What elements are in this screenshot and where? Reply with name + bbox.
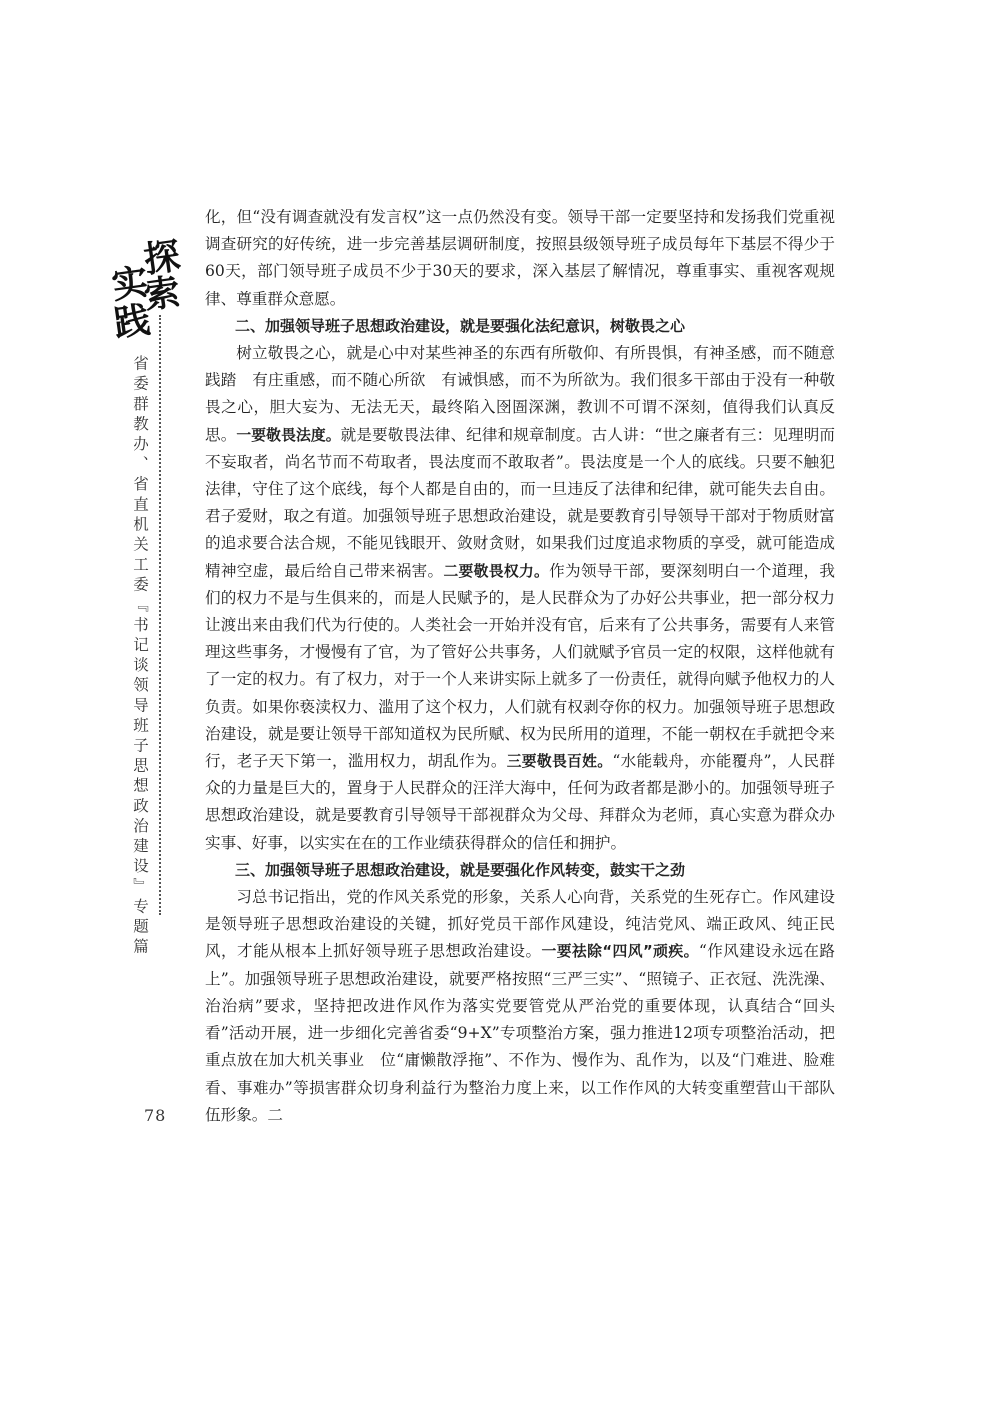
sidebar-caption: 省委群教办、省直机关工委『书记谈领导班子思想政治建设』专题篇 — [131, 355, 149, 958]
logo-emblem — [109, 234, 183, 346]
paragraph-text: 二 — [267, 1105, 283, 1124]
section-heading: 三、加强领导班子思想政治建设，就是要强化作风转变，鼓实干之劲 — [235, 860, 686, 879]
logo-char: 探 — [141, 234, 183, 282]
paragraph-text: 作为领导干部，要深刻明白一个道理，我们的权力不是与生俱来的，而是人民赋予的，是人民群众为了办好公共事业，把一部分权力让渡出来由我们代为行使的。人类社会一开始并没有官，后来有了公共事务，需要有人来管理这些事务，才慢慢有了官，为了管好公共事务，人们就赋予官员一定的权限，这样他就有了一定的权力。有了权力，对于一个人来讲实际上就多了一份责任，就得向赋予他权力的人负责。如果你亵渎权力、滥用了这个权力，人们就有权剥夺你的权力。加强领导班子思想政治建设，就是要让领导干部知道权为民所赋、权为民所用的道理，不能一朝权在手就把令来行，老子天下第一，滥用权力，胡乱作为。 — [205, 561, 835, 771]
paragraph — [205, 884, 835, 1129]
section-heading: 二、加强领导班子思想政治建设，就是要强化法纪意识，树敬畏之心 — [235, 316, 686, 335]
paragraph-text: “作风建设永远在路上”。加强领导班子思想政治建设，就要严格按照“三严三实”、“照镜子、正衣冠、洗洗澡、治治病”要求，坚持把改进作风作为落实党要管党从严治党的重要体现，认真结合“回头看”活动开展，进一步细化完善省委“9+X”专项整治方案，强力推进12项专项整治活动，把重点放在加大机关事业 位“庸懒散浮拖”、不作为、慢作为、乱作为，以及“门难进、脸难看、事难办”等损害群众切身利益行为整治力度上来，以工作作风的大转变重塑营山干部队伍形象。 — [205, 942, 835, 1124]
emphasis-text: 一要敬畏法度。 — [236, 426, 341, 444]
paragraph — [205, 204, 835, 313]
paragraph-text: 习总书记指出，党的作风关系党的形象，关系人心向背，关系党的生死存亡。作风建设是领导班子思想政治建设的关键，抓好党员干部作风建设，纯洁党风、端正政风、纯正民风，才能从根本上抓好领导班子思想政治建设。 — [205, 888, 835, 961]
emphasis-text: 二要敬畏权力。 — [443, 562, 550, 580]
paragraph-text: 就是要敬畏法律、纪律和规章制度。古人讲：“世之廉者有三：见理明而不妄取者，尚名节而不苟取者，畏法度而不敢取者”。畏法度是一个人的底线。只要不触犯法律，守住了这个底线，每个人都是自由的，而一旦违反了法律和纪律，就可能失去自由。君子爱财，取之有道。加强领导班子思想政治建设，就是要教育引导领导干部对于物质财富的追求要合法合规，不能见钱眼开、敛财贪财，如果我们过度追求物质的享受，就可能造成精神空虚，最后给自己带来祸害。 — [205, 425, 835, 580]
logo-char: 索 — [141, 270, 183, 318]
paragraph — [205, 340, 835, 857]
article-body — [205, 204, 835, 1129]
emphasis-text: 一要祛除“四风”顽疾。 — [541, 943, 699, 961]
emphasis-text: 三要敬畏百姓。 — [506, 753, 613, 771]
paragraph-text: 化，但“没有调查就没有发言权”这一点仍然没有变。领导干部一定要坚持和发扬我们党重视调查研究的好传统，进一步完善基层调研制度，按照县级领导班子成员每年下基层不得少于60天，部门领导班子成员不少于30天的要求，深入基层了解情况，尊重事实、重视客观规律、尊重群众意愿。 — [205, 208, 835, 308]
sidebar-divider — [159, 315, 161, 915]
paragraph-text: 树立敬畏之心，就是心中对某些神圣的东西有所敬仰、有所畏惧，有神圣感，而不随意践踏 有庄重感，而不随心所欲 有诫惧感，而不为所欲为。我们很多干部由于没有一种敬畏之心，胆大妄为、无法无天，最终陷入囹圄深渊，教训不可谓不深刻，值得我们认真反思。 — [205, 344, 835, 444]
page-number: 78 — [144, 1106, 167, 1125]
logo-char: 实 — [109, 260, 151, 308]
logo-char: 践 — [111, 298, 153, 346]
paragraph-text: “水能载舟，亦能覆舟”，人民群众的力量是巨大的，置身于人民群众的汪洋大海中，任何为政者都是渺小的。加强领导班子思想政治建设，就是要教育引导领导干部视群众为父母、拜群众为老师，真心实意为群众办实事、好事，以实实在在的工作业绩获得群众的信任和拥护。 — [205, 752, 835, 852]
